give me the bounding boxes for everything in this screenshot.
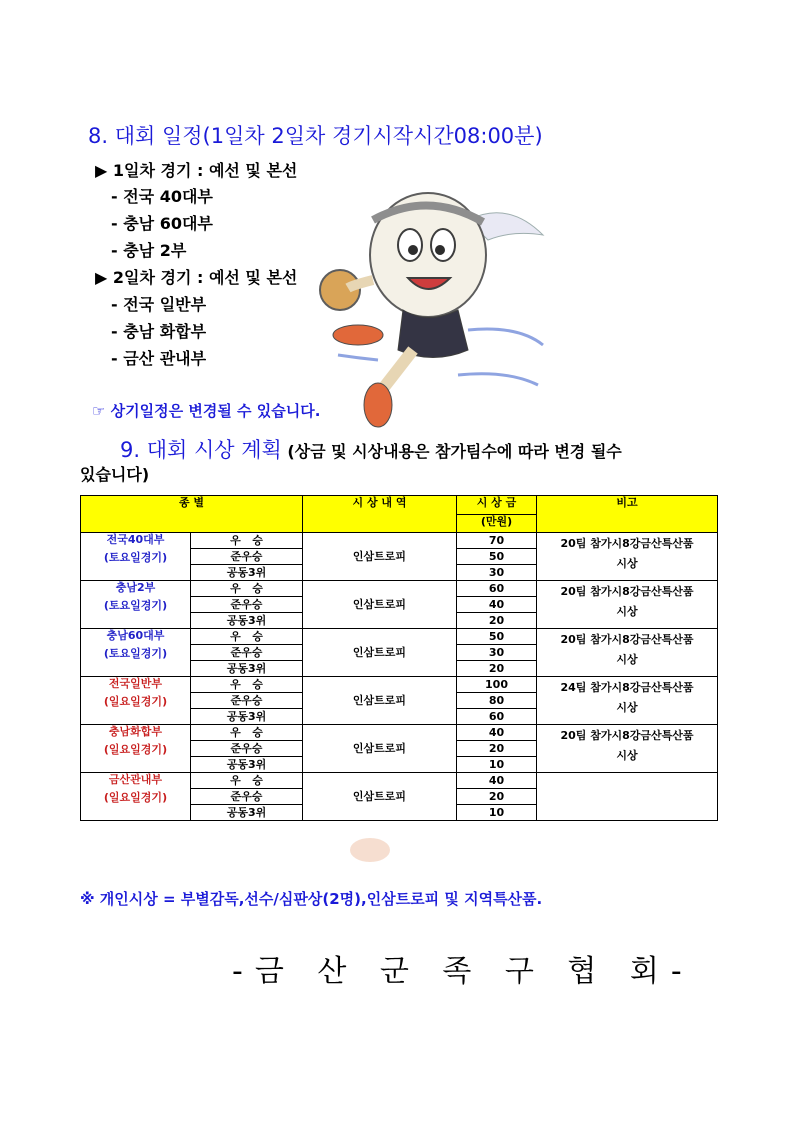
- category-name: 전국40대부: [106, 533, 165, 546]
- prize-amount-cell: 100: [457, 677, 537, 693]
- prize-amount-cell: 20: [457, 789, 537, 805]
- prize-amount-cell: 20: [457, 661, 537, 677]
- remarks-line: 20팀 참가시8강금산특산품: [560, 537, 694, 550]
- table-row: [81, 581, 718, 597]
- prize-amount-cell: 80: [457, 693, 537, 709]
- day2-item: - 금산 관내부: [111, 349, 207, 368]
- day1-item: - 전국 40대부: [111, 187, 213, 206]
- table-row: [81, 629, 718, 645]
- trophy-cell: 인삼트로피: [303, 773, 457, 821]
- remarks-cell: [537, 773, 718, 821]
- day2-item: - 전국 일반부: [111, 295, 207, 314]
- remarks-line: 시상: [616, 653, 638, 666]
- rank-cell: 공동3위: [191, 805, 303, 821]
- remarks-line: 시상: [616, 701, 638, 714]
- trophy-cell: 인삼트로피: [303, 581, 457, 629]
- prize-amount-cell: 60: [457, 709, 537, 725]
- section-8-title: 8. 대회 일정(1일차 2일차 경기시작시간08:00분): [88, 124, 543, 148]
- individual-award-note: ※ 개인시상 = 부별감독,선수/심판상(2명),인삼트로피 및 지역특산품.: [80, 890, 543, 908]
- remarks-line: 시상: [616, 605, 638, 618]
- trophy-cell: 인삼트로피: [303, 533, 457, 581]
- day2-item: - 충남 화합부: [111, 322, 207, 341]
- table-row: [81, 533, 718, 549]
- prize-amount-cell: 30: [457, 645, 537, 661]
- remarks-line: 24팀 참가시8강금산특산품: [560, 681, 694, 694]
- remarks-line: 20팀 참가시8강금산특산품: [560, 585, 694, 598]
- category-cell: [81, 629, 191, 677]
- trophy-cell: 인삼트로피: [303, 629, 457, 677]
- prize-amount-cell: 30: [457, 565, 537, 581]
- day1-label: ▶ 1일차 경기 : 예선 및 본선: [95, 161, 298, 180]
- section-9-subtitle: (상금 및 시상내용은 참가팀수에 따라 변경 될수: [281, 442, 622, 461]
- category-cell: [81, 677, 191, 725]
- remarks-cell: [537, 629, 718, 677]
- section-9-heading: [120, 434, 622, 464]
- rank-cell: 준우승: [191, 789, 303, 805]
- prize-amount-cell: 60: [457, 581, 537, 597]
- category-day: (토요일경기): [103, 599, 168, 612]
- table-row: [81, 725, 718, 741]
- remarks-cell: [537, 677, 718, 725]
- category-day: (일요일경기): [103, 695, 168, 708]
- schedule-change-note: ☞ 상기일정은 변경될 수 있습니다.: [92, 402, 321, 420]
- prize-amount-cell: 10: [457, 805, 537, 821]
- trophy-cell: 인삼트로피: [303, 677, 457, 725]
- category-day: (일요일경기): [103, 791, 168, 804]
- category-name: 충남화합부: [108, 725, 163, 738]
- trophy-cell: 인삼트로피: [303, 725, 457, 773]
- prize-amount-cell: 10: [457, 757, 537, 773]
- remarks-line: 20팀 참가시8강금산특산품: [560, 633, 694, 646]
- rank-cell: 공동3위: [191, 565, 303, 581]
- category-name: 충남2부: [115, 581, 156, 594]
- rank-cell: 공동3위: [191, 613, 303, 629]
- remarks-line: 20팀 참가시8강금산특산품: [560, 729, 694, 742]
- rank-cell: 우 승: [191, 533, 303, 549]
- prize-amount-cell: 40: [457, 773, 537, 789]
- remarks-line: 시상: [616, 749, 638, 762]
- prize-amount-cell: 40: [457, 597, 537, 613]
- category-day: (토요일경기): [103, 647, 168, 660]
- category-day: (토요일경기): [103, 551, 168, 564]
- rank-cell: 준우승: [191, 741, 303, 757]
- rank-cell: 준우승: [191, 549, 303, 565]
- remarks-cell: [537, 581, 718, 629]
- association-name: -금 산 군 족 구 협 회-: [232, 954, 694, 989]
- header-prize-unit: (만원): [457, 515, 537, 533]
- prize-table: [80, 495, 718, 821]
- section-9-title: 9. 대회 시상 계획: [120, 438, 282, 462]
- prize-amount-cell: 20: [457, 613, 537, 629]
- category-cell: [81, 773, 191, 821]
- category-cell: [81, 533, 191, 581]
- table-row: [81, 773, 718, 789]
- day1-item: - 충남 2부: [111, 241, 187, 260]
- header-remarks: 비고: [537, 496, 718, 533]
- day1-item: - 충남 60대부: [111, 214, 213, 233]
- rank-cell: 우 승: [191, 677, 303, 693]
- prize-amount-cell: 50: [457, 629, 537, 645]
- prize-amount-cell: 70: [457, 533, 537, 549]
- rank-cell: 준우승: [191, 693, 303, 709]
- mascot-illustration: [318, 160, 548, 430]
- rank-cell: 우 승: [191, 629, 303, 645]
- rank-cell: 공동3위: [191, 661, 303, 677]
- rank-cell: 준우승: [191, 597, 303, 613]
- section-9-subtitle-cont: 있습니다): [80, 465, 150, 484]
- mascot-shoe-icon: [340, 810, 400, 870]
- category-name: 충남60대부: [106, 629, 165, 642]
- category-cell: [81, 725, 191, 773]
- category-day: (일요일경기): [103, 743, 168, 756]
- category-name: 전국일반부: [108, 677, 163, 690]
- category-name: 금산관내부: [108, 773, 163, 786]
- remarks-cell: [537, 533, 718, 581]
- prize-amount-cell: 40: [457, 725, 537, 741]
- rank-cell: 우 승: [191, 773, 303, 789]
- rank-cell: 공동3위: [191, 757, 303, 773]
- remarks-cell: [537, 725, 718, 773]
- prize-amount-cell: 20: [457, 741, 537, 757]
- category-cell: [81, 581, 191, 629]
- header-category: 종 별: [81, 496, 303, 533]
- rank-cell: 우 승: [191, 725, 303, 741]
- rank-cell: 우 승: [191, 581, 303, 597]
- day2-label: ▶ 2일차 경기 : 예선 및 본선: [95, 268, 298, 287]
- rank-cell: 공동3위: [191, 709, 303, 725]
- table-row: [81, 677, 718, 693]
- header-prize: 시 상 금: [457, 496, 537, 515]
- header-details: 시 상 내 역: [303, 496, 457, 533]
- remarks-line: 시상: [616, 557, 638, 570]
- prize-amount-cell: 50: [457, 549, 537, 565]
- rank-cell: 준우승: [191, 645, 303, 661]
